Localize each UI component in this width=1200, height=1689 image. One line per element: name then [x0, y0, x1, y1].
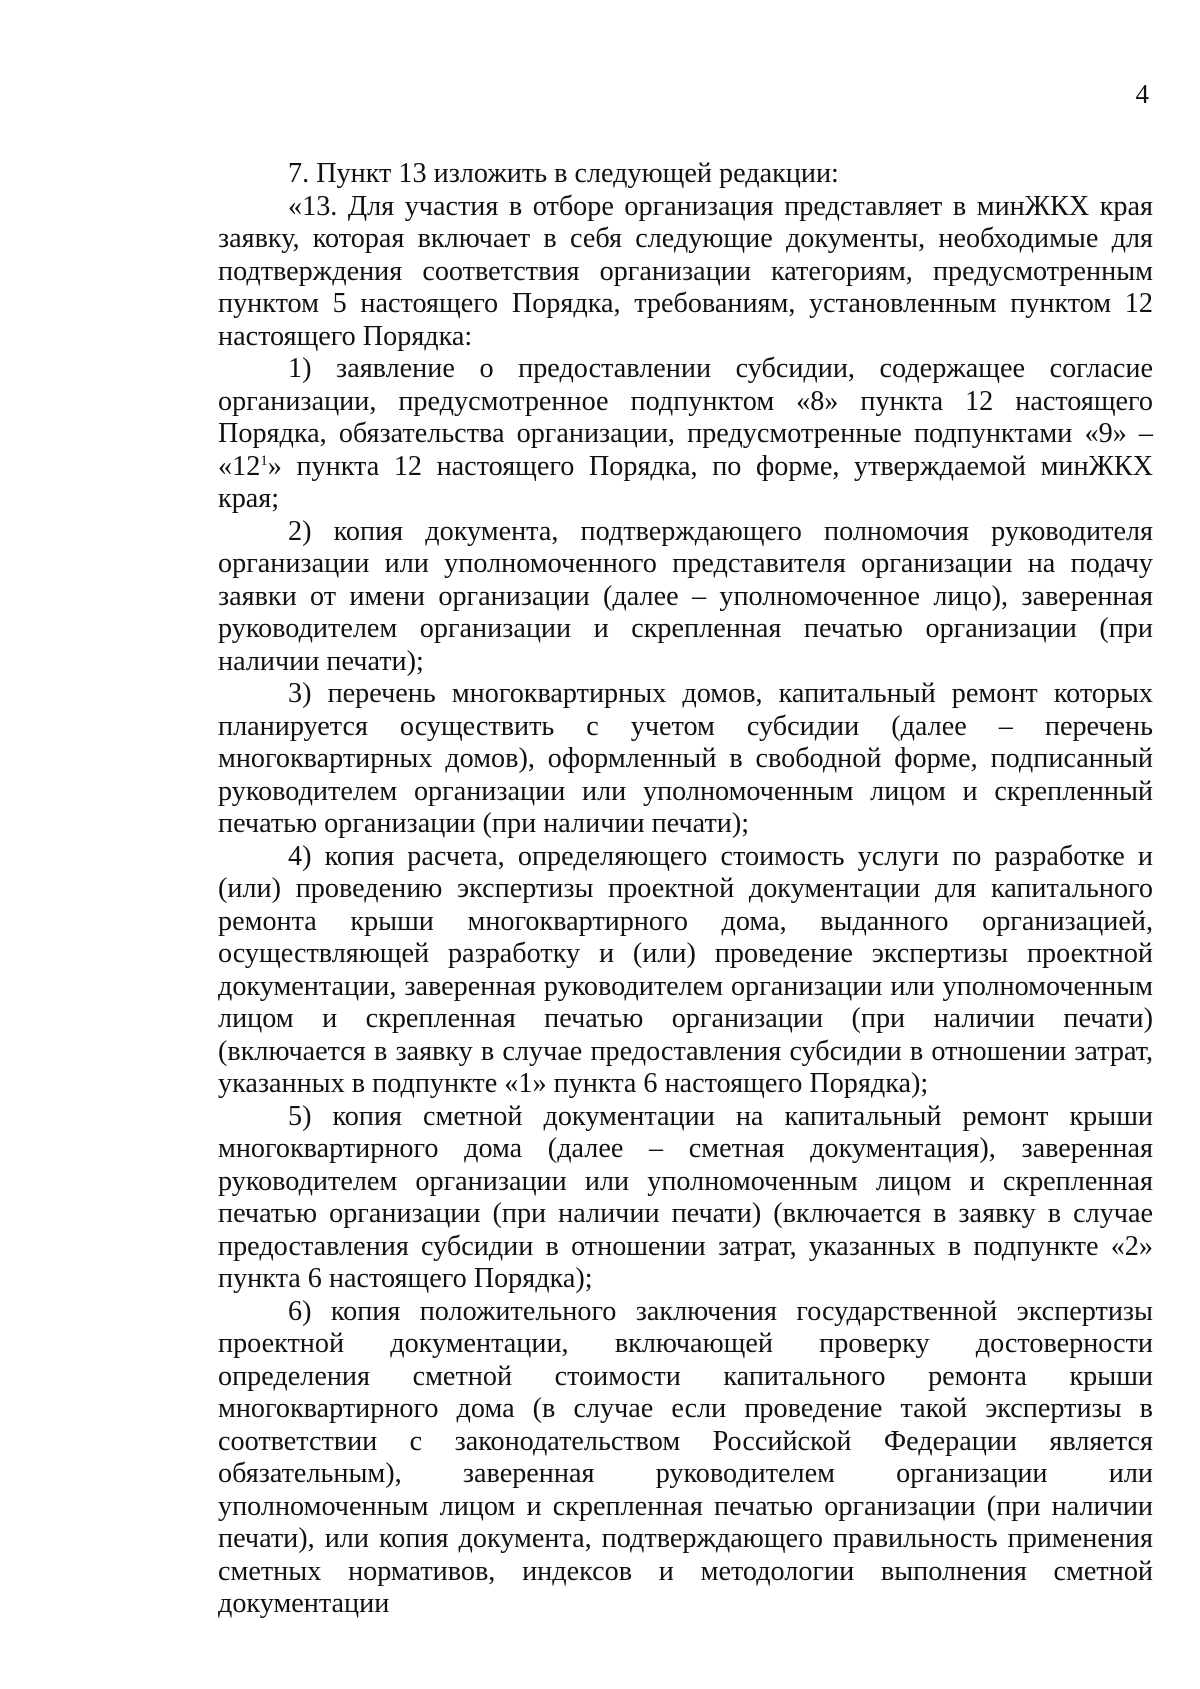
- paragraph-subitem-2: 2) копия документа, подтверждающего полномочия руководителя организации или уполномоченного представителя организации на подачу заявки от имени организации (далее – уполномоченное лицо), заверенная руководителем организации и скрепленная печатью организации (при наличии печати);: [218, 515, 1153, 677]
- page-number: 4: [1135, 79, 1149, 109]
- paragraph-subitem-1-text-b: » пункта 12 настоящего Порядка, по форме, утверждаемой минЖКХ края;: [218, 450, 1153, 514]
- paragraph-subitem-5: 5) копия сметной документации на капитальный ремонт крыши многоквартирного дома (далее – сметная документация), заверенная руководителем организации или уполномоченным лицом и скрепленная печатью организации (при наличии печати) (включается в заявку в случае предоставления субсидии в отношении затрат, указанных в подпункте «2» пункта 6 настоящего Порядка);: [218, 1100, 1153, 1294]
- document-body: [218, 158, 1153, 1621]
- superscript-1: 1: [260, 452, 268, 469]
- paragraph-subitem-1: [218, 353, 1153, 516]
- paragraph-subitem-6: 6) копия положительного заключения государственной экспертизы проектной документации, включающей проверку достоверности определения сметной стоимости капитального ремонта крыши многоквартирного дома (в случае если проведение такой экспертизы в соответствии с законодательством Российской Федерации является обязательным), заверенная руководителем организации или уполномоченным лицом и скрепленная печатью организации (при наличии печати), или копия документа, подтверждающего правильность применения сметных нормативов, индексов и методологии выполнения сметной документации: [218, 1295, 1153, 1619]
- paragraph-subitem-1-text-a: 1) заявление о предоставлении субсидии, содержащее согласие организации, предусмотренное подпунктом «8» пункта 12 настоящего Порядка, обязательства организации, предусмотренные подпунктами «9» – «12: [218, 353, 1153, 482]
- paragraph-subitem-3: 3) перечень многоквартирных домов, капитальный ремонт которых планируется осуществить с учетом субсидии (далее – перечень многоквартирных домов), оформленный в свободной форме, подписанный руководителем организации или уполномоченным лицом и скрепленный печатью организации (при наличии печати);: [218, 678, 1153, 839]
- paragraph-item-7-heading: 7. Пункт 13 изложить в следующей редакции:: [288, 158, 839, 189]
- paragraph-clause-13-intro: «13. Для участия в отборе организация представляет в минЖКХ края заявку, которая включает в себя следующие документы, необходимые для подтверждения соответствия организации категориям, предусмотренным пунктом 5 настоящего Порядка, требованиям, установленным пунктом 12 настоящего Порядка:: [218, 190, 1153, 352]
- paragraph-subitem-4: 4) копия расчета, определяющего стоимость услуги по разработке и (или) проведению экспертизы проектной документации для капитального ремонта крыши многоквартирного дома, выданного организацией, осуществляющей разработку и (или) проведение экспертизы проектной документации, заверенная руководителем организации или уполномоченным лицом и скрепленная печатью организации (при наличии печати) (включается в заявку в случае предоставления субсидии в отношении затрат, указанных в подпункте «1» пункта 6 настоящего Порядка);: [218, 840, 1153, 1099]
